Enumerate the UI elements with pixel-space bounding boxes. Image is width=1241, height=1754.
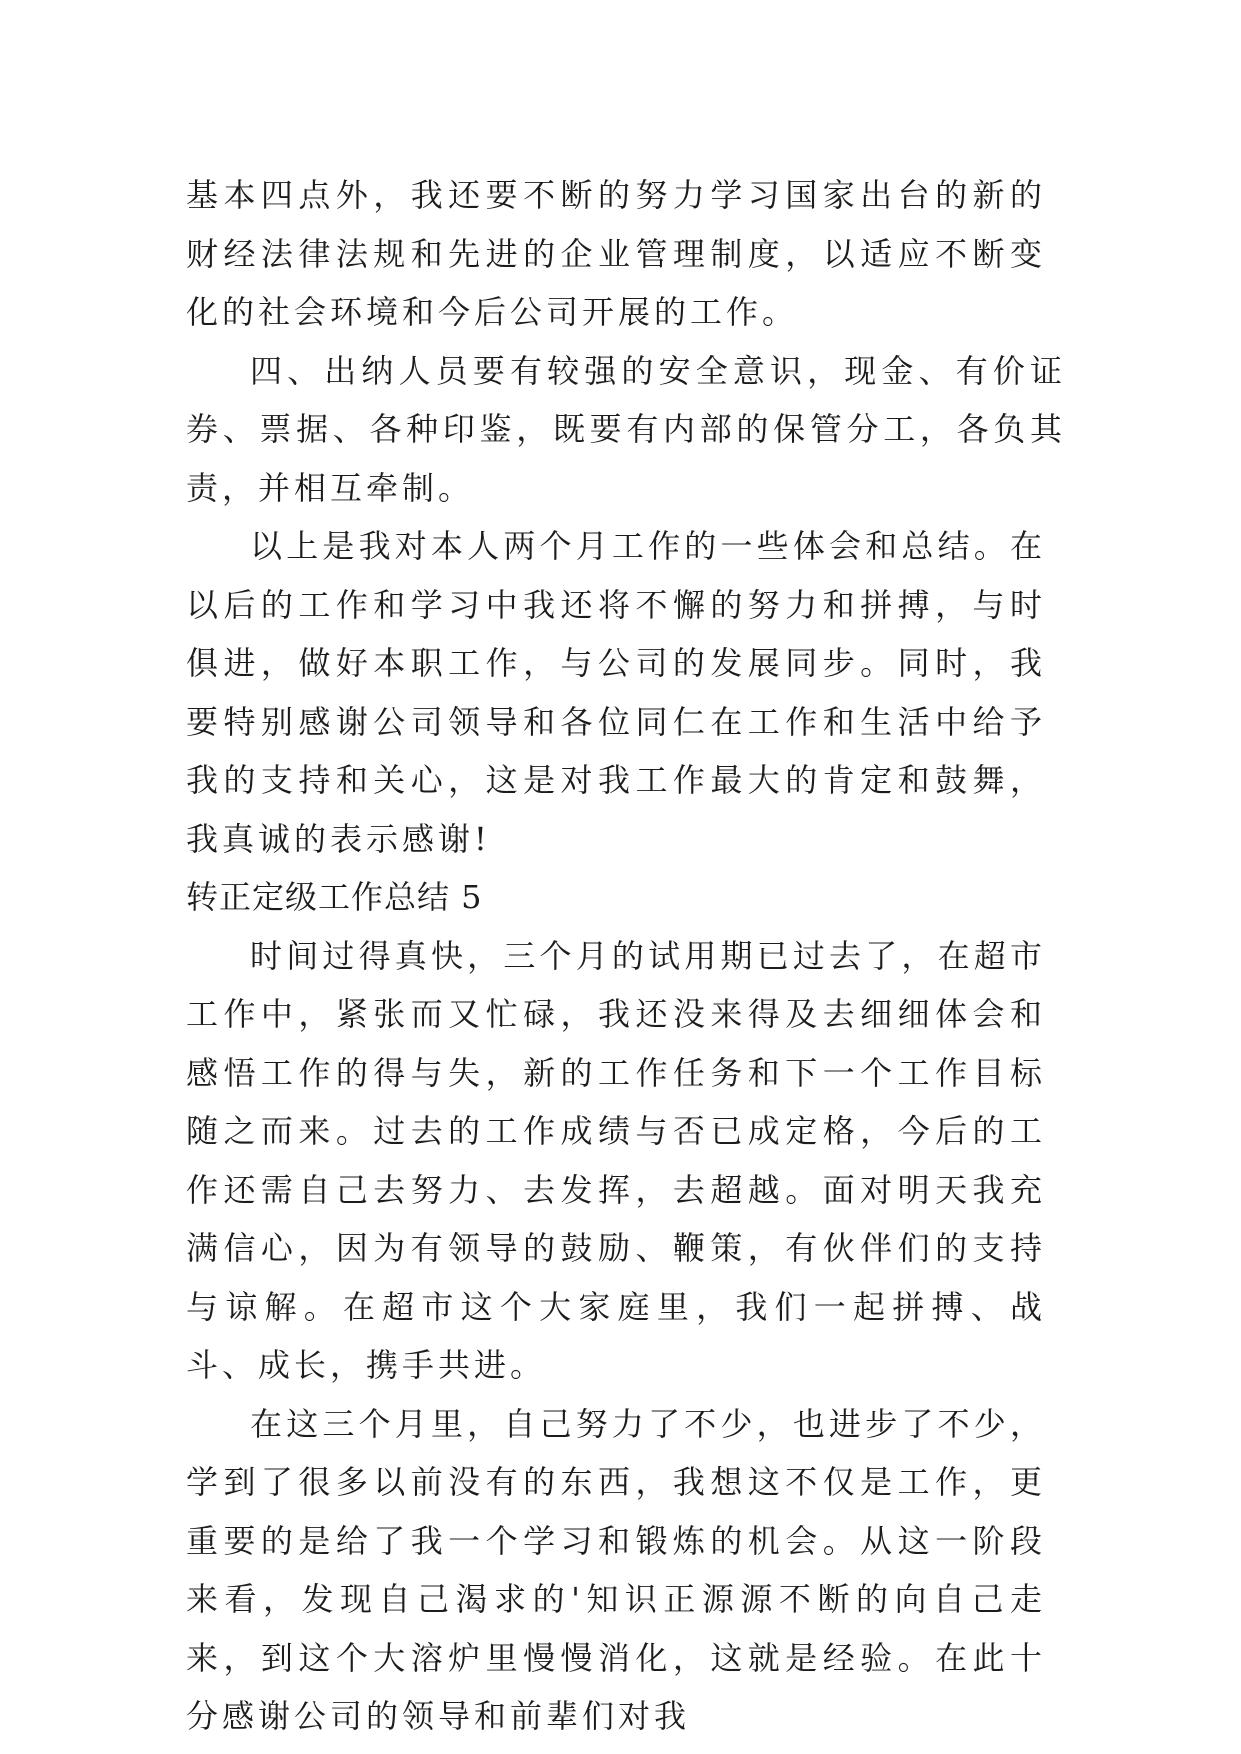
paragraph-summary-conclusion: 以上是我对本人两个月工作的一些体会和总结。在以后的工作和学习中我还将不懈的努力和拼搏，与时俱进，做好本职工作，与公司的发展同步。同时，我要特别感谢公司领导和各位同仁在工作和生活中给予我的支持和关心，这是对我工作最大的肯定和鼓舞，我真诚的表示感谢! — [186, 527, 1046, 858]
document-page — [186, 166, 1066, 1746]
paragraph-three-months: 在这三个月里，自己努力了不少，也进步了不少，学到了很多以前没有的东西，我想这不仅是工作，更重要的是给了我一个学习和锻炼的机会。从这一阶段来看，发现自己渴求的'知识正源源不断的向自己走来，到这个大溶炉里慢慢消化，这就是经验。在此十分感谢公司的领导和前辈们对我 — [186, 1404, 1046, 1735]
paragraph-security-awareness: 四、出纳人员要有较强的安全意识，现金、有价证券、票据、各种印鉴，既要有内部的保管分工，各负其责，并相互牵制。 — [186, 351, 1066, 507]
paragraph-continuation: 基本四点外，我还要不断的努力学习国家出台的新的财经法律法规和先进的企业管理制度，以适应不断变化的社会环境和今后公司开展的工作。 — [186, 176, 1046, 331]
section-heading: 转正定级工作总结 5 — [186, 878, 483, 916]
paragraph-probation-intro: 时间过得真快，三个月的试用期已过去了，在超市工作中，紧张而又忙碌，我还没来得及去细细体会和感悟工作的得与失，新的工作任务和下一个工作目标随之而来。过去的工作成绩与否已成定格，今后的工作还需自己去努力、去发挥，去超越。面对明天我充满信心，因为有领导的鼓励、鞭策，有伙伴们的支持与谅解。在超市这个大家庭里，我们一起拼搏、战斗、成长，携手共进。 — [186, 936, 1046, 1384]
